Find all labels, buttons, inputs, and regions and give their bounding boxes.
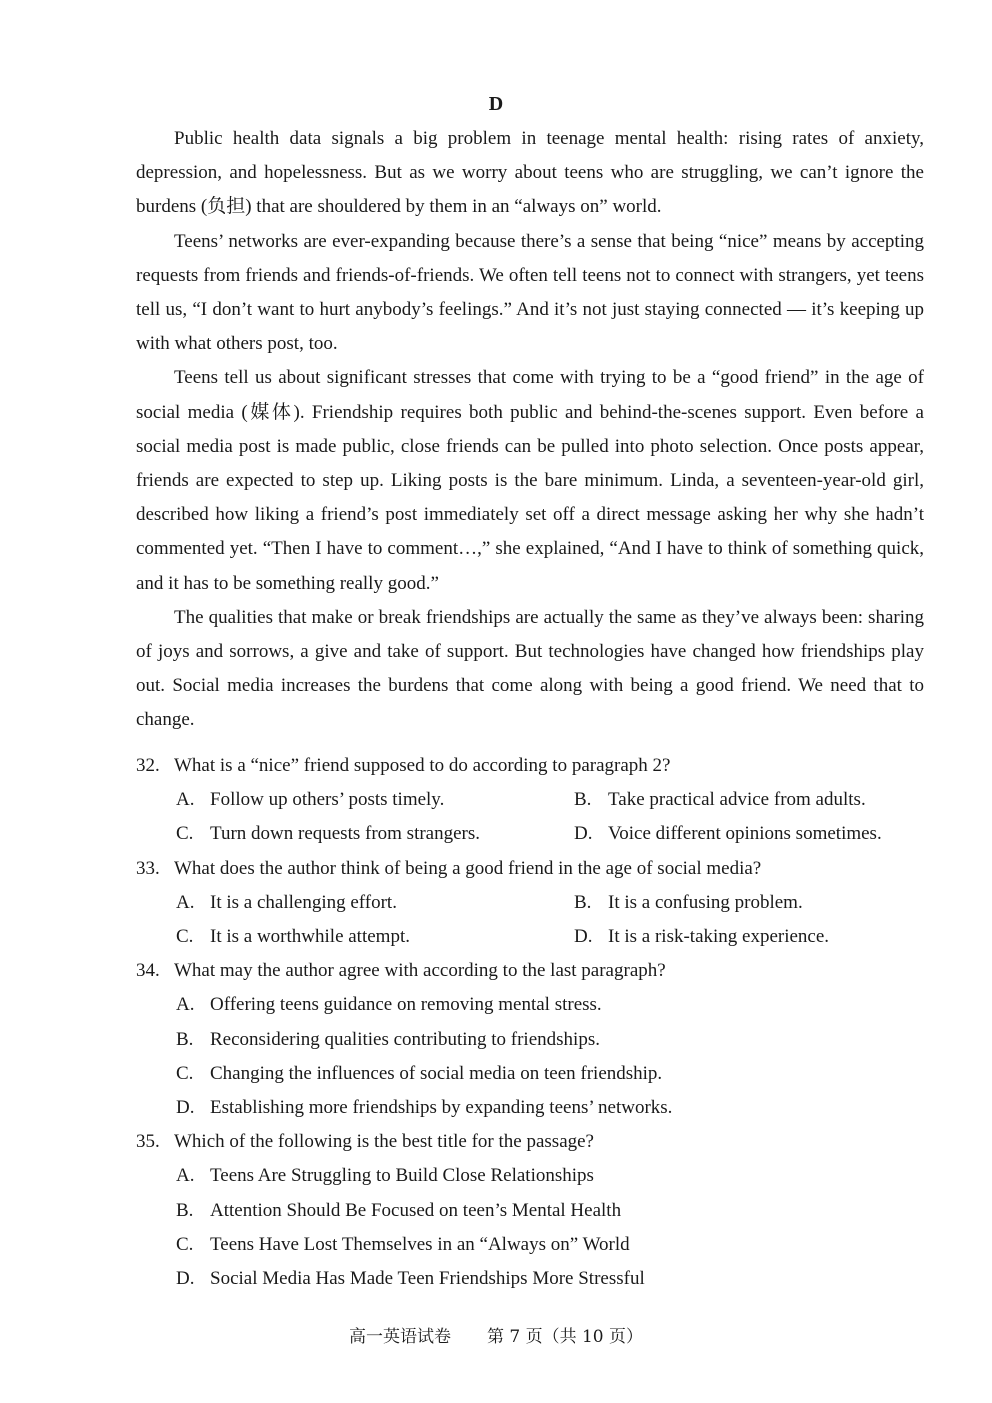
option-b[interactable] (136, 1194, 924, 1228)
section-title: D (488, 93, 504, 115)
option-c[interactable] (136, 1057, 924, 1091)
question-32 (136, 749, 924, 852)
question-number: 34. (136, 960, 160, 982)
question-text: What does the author think of being a good friend in the age of social media? (174, 857, 762, 879)
option-c[interactable] (176, 817, 574, 851)
question-list (136, 749, 924, 1296)
paragraph-1: Public health data signals a big problem in teenage mental health: rising rates of anxiety, depression, and hopelessness. But as we worry about teens who are struggling, we can’t ignore the burdens (负担) that are shouldered by them in an “always on” world. (136, 128, 924, 218)
option-letter: D. (574, 823, 593, 845)
option-text: Teens Have Lost Themselves in an “Always on” World (210, 1233, 630, 1255)
option-text: Attention Should Be Focused on teen’s Mental Health (210, 1199, 622, 1221)
option-d[interactable] (574, 920, 924, 954)
option-text: Teens Are Struggling to Build Close Relationships (210, 1165, 594, 1187)
option-b[interactable] (574, 783, 924, 817)
question-number: 33. (136, 857, 160, 879)
option-letter: B. (176, 1028, 194, 1050)
option-letter: C. (176, 1233, 194, 1255)
option-letter: A. (176, 891, 195, 913)
question-33 (136, 852, 924, 955)
question-text: Which of the following is the best title for the passage? (174, 1131, 594, 1153)
option-text: Establishing more friendships by expanding teens’ networks. (210, 1097, 673, 1119)
option-text: It is a challenging effort. (210, 891, 397, 913)
option-letter: B. (574, 789, 592, 811)
option-text: Follow up others’ posts timely. (210, 789, 445, 811)
option-a[interactable] (176, 886, 574, 920)
option-text: Offering teens guidance on removing mental stress. (210, 994, 602, 1016)
footer-subject: 高一英语试卷 (348, 1327, 451, 1347)
option-text: Take practical advice from adults. (608, 789, 866, 811)
option-text: Reconsidering qualities contributing to friendships. (210, 1028, 600, 1050)
question-35 (136, 1125, 924, 1296)
option-text: Changing the influences of social media on teen friendship. (210, 1062, 663, 1084)
question-number: 32. (136, 755, 160, 776)
question-text: What may the author agree with according to the last paragraph? (174, 960, 666, 982)
question-number: 35. (136, 1131, 160, 1153)
option-d[interactable] (136, 1262, 924, 1296)
page-footer (0, 1325, 992, 1349)
option-text: It is a risk-taking experience. (608, 926, 830, 948)
option-a[interactable] (136, 1159, 924, 1193)
question-stem (136, 749, 924, 783)
question-text: What is a “nice” friend supposed to do according to paragraph 2? (174, 755, 671, 776)
option-letter: A. (176, 994, 195, 1016)
question-stem (136, 1125, 924, 1159)
reading-passage (136, 122, 924, 738)
options-list (136, 988, 924, 1125)
options-grid (136, 886, 924, 954)
option-letter: C. (176, 823, 194, 845)
question-34 (136, 954, 924, 1125)
option-letter: D. (176, 1268, 195, 1290)
paragraph-2: Teens’ networks are ever-expanding because there’s a sense that being “nice” means by accepting requests from friends and friends-of-friends. We often tell teens not to connect with strangers, yet teens tell us, “I don’t want to hurt anybody’s feelings.” And it’s not just staying connected — it’s keeping up with what others post, too. (136, 230, 924, 355)
option-letter: C. (176, 1062, 194, 1084)
option-letter: B. (574, 891, 592, 913)
paragraph-3: Teens tell us about significant stresses that come with trying to be a “good friend” in the age of social media (媒体). Friendship requires both public and behind-the-scenes support. Even before a social media post is made public, close friends can be pulled into photo selection. Once posts appear, friends are expected to step up. Liking posts is the bare minimum. Linda, a seventeen-year-old girl, described how liking a friend’s post immediately set off a direct message asking her why she hadn’t commented yet. “Then I have to comment…,” she explained, “And I have to think of something quick, and it has to be something really good.” (136, 367, 924, 594)
option-c[interactable] (176, 920, 574, 954)
option-text: It is a confusing problem. (608, 891, 803, 913)
option-letter: C. (176, 926, 194, 948)
option-text: Turn down requests from strangers. (210, 823, 481, 845)
option-letter: A. (176, 1165, 195, 1187)
option-text: Social Media Has Made Teen Friendships More Stressful (210, 1268, 645, 1290)
option-letter: D. (574, 926, 593, 948)
option-letter: A. (176, 789, 195, 811)
option-text: Voice different opinions sometimes. (608, 823, 882, 845)
option-letter: D. (176, 1097, 195, 1119)
question-stem (136, 852, 924, 886)
question-stem (136, 954, 924, 988)
options-list (136, 1159, 924, 1296)
option-a[interactable] (176, 783, 574, 817)
option-b[interactable] (574, 886, 924, 920)
option-text: It is a worthwhile attempt. (210, 926, 410, 948)
option-d[interactable] (136, 1091, 924, 1125)
options-grid (136, 783, 924, 851)
option-c[interactable] (136, 1228, 924, 1262)
option-b[interactable] (136, 1023, 924, 1057)
paragraph-4: The qualities that make or break friendships are actually the same as they’ve always been: sharing of joys and sorrows, a give and take of support. But technologies have changed how friendships play out. Social media increases the burdens that come along with being a good friend. We need that to change. (136, 606, 924, 731)
option-d[interactable] (574, 817, 924, 851)
option-a[interactable] (136, 988, 924, 1022)
option-letter: B. (176, 1199, 194, 1221)
footer-page-number: 第 7 页（共 10 页） (486, 1327, 644, 1347)
